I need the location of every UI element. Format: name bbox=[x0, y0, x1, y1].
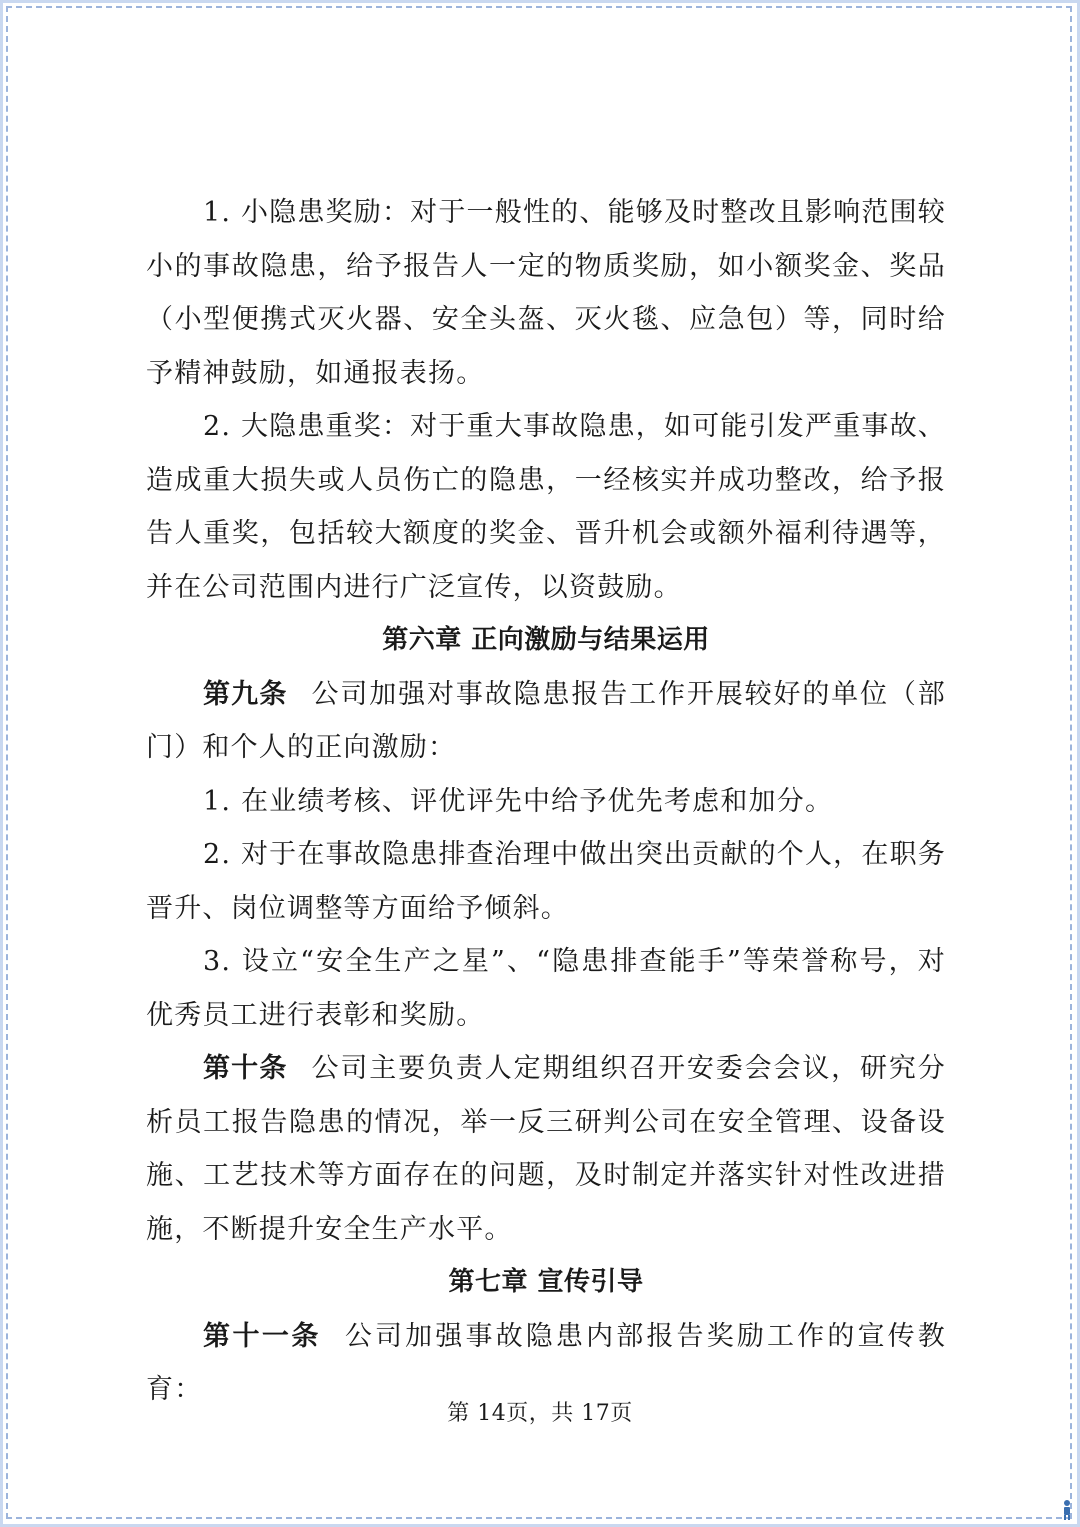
page-number-footer: 第 14页，共 17页 bbox=[447, 1401, 633, 1426]
paragraph-honor-titles: 3. 设立“安全生产之星”、“隐患排查能手”等荣誉称号，对优秀员工进行表彰和奖励。 bbox=[146, 946, 946, 1031]
article-10-label: 第十条 bbox=[203, 1053, 288, 1084]
article-11-label: 第十一条 bbox=[203, 1320, 321, 1352]
paragraph-small-hazard-reward: 1. 小隐患奖励：对于一般性的、能够及时整改且影响范围较小的事故隐患，给予报告人一定的物质奖励，如小额奖金、奖品（小型便携式灭火器、安全头盔、灭火毯、应急包）等，同时给予精神鼓励，如通报表扬。 bbox=[146, 197, 946, 389]
article-9-label: 第九条 bbox=[203, 678, 288, 710]
article-9-text: 公司加强对事故隐患报告工作开展较好的单位（部门）和个人的正向激励： bbox=[146, 678, 946, 763]
person-icon bbox=[1060, 1499, 1074, 1521]
paragraph-performance-bonus: 1. 在业绩考核、评优评先中给予优先考虑和加分。 bbox=[203, 785, 834, 817]
chapter-heading-6: 第六章 正向激励与结果运用 bbox=[382, 625, 710, 655]
document-body bbox=[146, 186, 946, 1417]
article-11-text: 公司加强事故隐患内部报告奖励工作的宣传教育： bbox=[146, 1320, 947, 1405]
article-9 bbox=[146, 668, 946, 775]
paragraph-major-hazard-reward: 2. 大隐患重奖：对于重大事故隐患，如可能引发严重事故、造成重大损失或人员伤亡的隐患，一经核实并成功整改，给予报告人重奖，包括较大额度的奖金、晋升机会或额外福利待遇等，并在公司范围内进行广泛宣传，以资鼓励。 bbox=[146, 411, 946, 603]
chapter-heading-7: 第七章 宣传引导 bbox=[448, 1267, 644, 1297]
article-10 bbox=[146, 1042, 946, 1256]
paragraph-promotion-priority: 2. 对于在事故隐患排查治理中做出突出贡献的个人，在职务晋升、岗位调整等方面给予倾斜。 bbox=[146, 839, 946, 924]
article-10-text: 公司主要负责人定期组织召开安委会会议，研究分析员工报告隐患的情况，举一反三研判公司在安全管理、设备设施、工艺技术等方面存在的问题，及时制定并落实针对性改进措施，不断提升安全生产水平。 bbox=[146, 1053, 946, 1245]
